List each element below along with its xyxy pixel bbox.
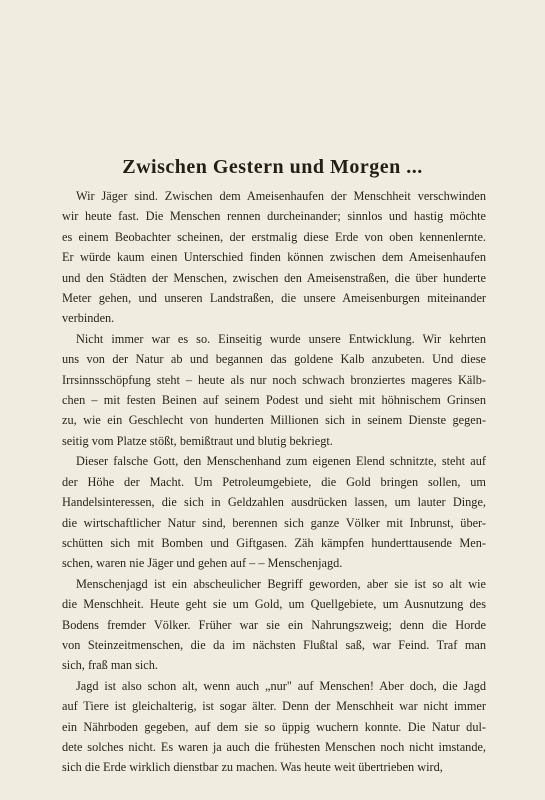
text-line: wir heute fast. Die Menschen rennen durcheinander; sinnlos und hastig möchte: [62, 209, 486, 224]
body-text: [62, 186, 486, 778]
text-line: auf Tiere ist gleichalterig, ist sogar älter. Denn der Menschheit war nicht immer: [62, 699, 486, 714]
text-line: Er würde kaum einen Unterschied finden können zwischen dem Ameisenhaufen: [62, 250, 486, 265]
text-line: die Menschheit. Heute geht sie um Gold, um Quellgebiete, um Ausnutzung des: [62, 597, 486, 612]
paragraph: [62, 574, 486, 676]
text-line: und den Städten der Menschen, zwischen den Ameisenstraßen, die über hunderte: [62, 270, 486, 285]
text-line: sich, fraß man sich.: [62, 658, 158, 673]
text-line: schen, waren nie Jäger und gehen auf – – Menschenjagd.: [62, 556, 343, 571]
text-line: von Steinzeitmenschen, die da im nächsten Flußtal saß, war Feind. Traf man: [62, 637, 486, 652]
text-line: der Höhe der Macht. Um Petroleumgebiete, die Gold bringen sollen, um: [62, 474, 486, 489]
text-line: seitig vom Platze stößt, bemißtraut und blutig bekriegt.: [62, 433, 333, 448]
text-line: Irrsinnsschöpfung steht – heute als nur noch schwach bronziertes mageres Kälb-: [62, 372, 486, 387]
text-line: ein Nährboden gegeben, auf dem sie so üppig wuchern konnte. Die Natur dul-: [62, 719, 486, 734]
chapter-title: Zwischen Gestern und Morgen ...: [122, 156, 423, 178]
text-line: chen – mit festen Beinen auf seinem Podest und sieht mit höhnischem Grinsen: [62, 393, 486, 408]
text-line: Handelsinteressen, die sich in Geldzahlen ausdrücken lassen, um lauter Dinge,: [62, 495, 486, 510]
text-line: Wir Jäger sind. Zwischen dem Ameisenhaufen der Menschheit verschwinden: [76, 189, 486, 203]
text-line: Bodens fremder Völker. Früher war sie ein Nahrungszweig; denn die Horde: [62, 617, 486, 632]
paragraph: [62, 676, 486, 778]
text-line: es einem Beobachter scheinen, der erstmalig diese Erde von oben kennenlernte.: [62, 229, 486, 244]
text-line: Meter gehen, und unseren Landstraßen, die unsere Ameisenburgen miteinander: [62, 291, 486, 306]
text-line: uns von der Natur ab und begannen das goldene Kalb anzubeten. Und diese: [62, 352, 486, 367]
paragraph: [62, 451, 486, 573]
text-line: Menschenjagd ist ein abscheulicher Begriff geworden, aber sie ist so alt wie: [76, 576, 486, 591]
paragraph: [62, 186, 486, 329]
text-line: Jagd ist also schon alt, wenn auch „nur" auf Menschen! Aber doch, die Jagd: [76, 678, 486, 693]
text-line: zu, wie ein Geschlecht von hunderten Millionen sich in seinem Dienste gegen-: [62, 413, 486, 428]
text-line: Dieser falsche Gott, den Menschenhand zum eigenen Elend schnitzte, steht auf: [76, 454, 486, 469]
text-line: verbinden.: [62, 311, 115, 326]
text-line: dete solches nicht. Es waren ja auch die frühesten Menschen noch nicht imstande,: [62, 739, 486, 754]
text-line: sich die Erde wirklich dienstbar zu machen. Was heute weit übertrieben wird,: [62, 760, 443, 775]
text-line: die wirtschaftlicher Natur sind, berennen sich ganze Völker mit Inbrunst, über-: [62, 515, 486, 530]
paragraph: [62, 329, 486, 451]
text-line: schütten sich mit Bomben und Giftgasen. Zäh kämpfen hunderttausende Men-: [62, 535, 486, 550]
text-line: Nicht immer war es so. Einseitig wurde unsere Entwicklung. Wir kehrten: [76, 331, 486, 346]
